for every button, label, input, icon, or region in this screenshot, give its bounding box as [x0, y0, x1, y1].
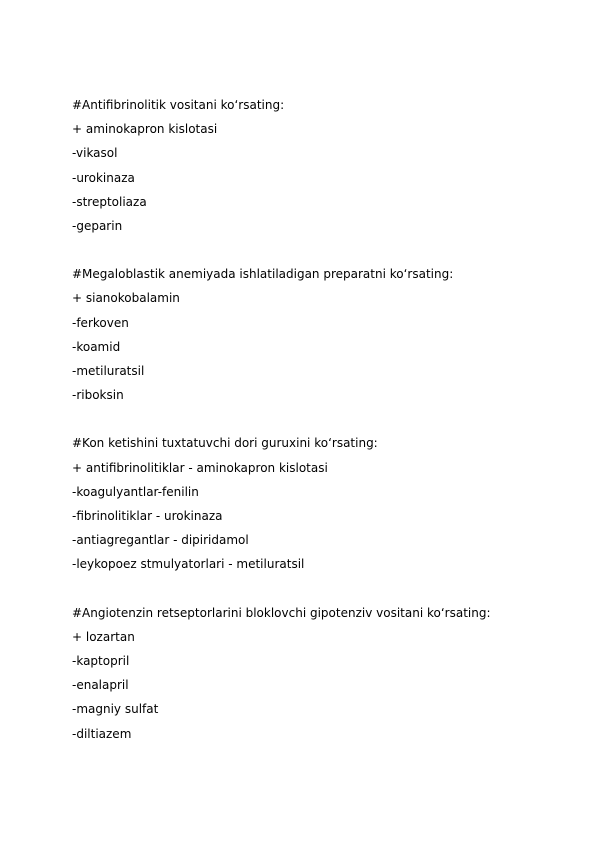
answer-option: -koagulyantlar-fenilin — [72, 484, 199, 499]
answer-option: -urokinaza — [72, 170, 135, 185]
answer-option: -geparin — [72, 219, 123, 234]
question-block-4 — [72, 601, 572, 746]
answer-correct: + sianokobalamin — [72, 291, 180, 306]
document-page — [72, 93, 572, 770]
answer-correct: + aminokapron kislotasi — [72, 122, 218, 137]
question-block-3 — [72, 431, 572, 576]
answer-option: -leykopoez stmulyatorlari - metiluratsil — [72, 557, 305, 572]
answer-correct: + antifibrinolitiklar - aminokapron kislotasi — [72, 460, 328, 475]
question-block-2 — [72, 262, 572, 407]
answer-option: -streptoliaza — [72, 194, 147, 209]
answer-option: -diltiazem — [72, 726, 132, 741]
question-text: #Antifibrinolitik vositani koʻrsating: — [72, 98, 285, 112]
question-text: #Angiotenzin retseptorlarini bloklovchi gipotenziv vositani koʻrsating: — [72, 605, 491, 620]
answer-option: -koamid — [72, 339, 121, 354]
answer-option: -kaptopril — [72, 654, 130, 669]
answer-option: -fibrinolitiklar - urokinaza — [72, 509, 223, 524]
question-text: #Kon ketishini tuxtatuvchi dori guruxini koʻrsating: — [72, 436, 378, 451]
answer-option: -antiagregantlar - dipiridamol — [72, 533, 249, 548]
answer-option: -enalapril — [72, 678, 129, 693]
answer-option: -magniy sulfat — [72, 702, 159, 717]
question-block-1 — [72, 93, 572, 238]
answer-option: -riboksin — [72, 388, 124, 403]
question-text: #Megaloblastik anemiyada ishlatiladigan preparatni koʻrsating: — [72, 267, 454, 282]
answer-option: -vikasol — [72, 146, 118, 161]
answer-option: -ferkoven — [72, 315, 129, 330]
answer-correct: + lozartan — [72, 629, 135, 644]
answer-option: -metiluratsil — [72, 364, 145, 379]
